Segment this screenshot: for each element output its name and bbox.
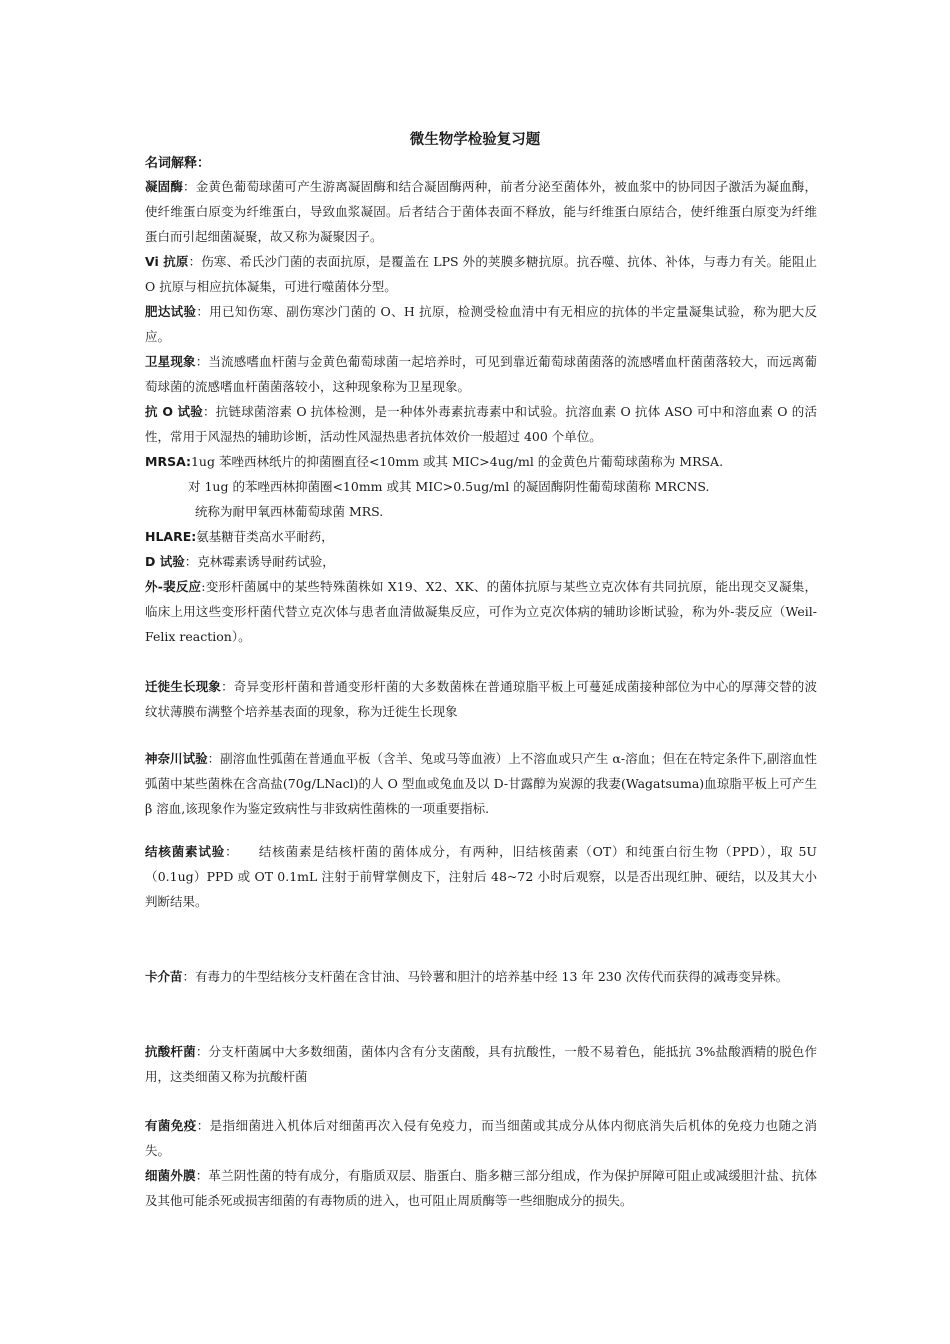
entry-sep: ：	[195, 1168, 209, 1183]
entry-term: 结核菌素试验	[145, 844, 226, 859]
entry-text: 1ug 苯唑西林纸片的抑菌圈直径<10mm 或其 MIC>4ug/ml 的金黄色片葡萄球菌称为 MRSA.	[190, 454, 724, 469]
entry-sep: ：	[196, 304, 210, 319]
entry-aso-test	[145, 399, 817, 449]
entry-term: 抗酸杆菌	[145, 1044, 196, 1059]
entry-swarming	[145, 674, 817, 724]
entry-bcg	[145, 964, 817, 989]
entry-weil-felix	[145, 574, 817, 649]
mrsa-line-mrcns: 对 1ug 的苯唑西林抑菌圈<10mm 或其 MIC>0.5ug/ml 的凝固酶阴性葡萄球菌称 MRCNS.	[188, 479, 710, 494]
entry-sep: ：	[203, 404, 216, 419]
entry-text: 副溶血性弧菌在普通血平板（含羊、兔或马等血液）上不溶血或只产生 α-溶血；但在在特定条件下,副溶血性弧菌中某些菌株在含高盐(70g/LNacl)的人 O 型血或兔血及以 D-甘露醇为炭源的我妻(Wagatsuma)血琼脂平板上可产生 β 溶血,该现象作为鉴定致病性与非致病性菌株的一项重要指标.	[145, 751, 817, 816]
entry-term: 抗 O 试验	[145, 404, 203, 419]
mrsa-line-mrs: 统称为耐甲氧西林葡萄球菌 MRS.	[195, 504, 384, 519]
entry-term: MRSA:	[145, 454, 191, 469]
entry-text: 革兰阴性菌的特有成分，有脂质双层、脂蛋白、脂多糖三部分组成，作为保护屏障可阻止或减缓胆汁盐、抗体及其他可能杀死或损害细菌的有毒物质的进入，也可阻止周质酶等一些细胞成分的损失。	[145, 1168, 817, 1208]
entry-text: 用已知伤寒、副伤寒沙门菌的 O、H 抗原，检测受检血清中有无相应的抗体的半定量凝集试验，称为肥大反应。	[145, 304, 817, 344]
entry-widal-test	[145, 299, 817, 349]
entry-term: Vi 抗原	[145, 254, 189, 269]
entry-sep: ：	[184, 554, 198, 569]
entry-kanagawa-test	[145, 746, 817, 821]
entry-term: 肥达试验	[145, 304, 197, 319]
entry-text: 是指细菌进入机体后对细菌再次入侵有免疫力，而当细菌或其成分从体内彻底消失后机体的免疫力也随之消失。	[145, 1118, 817, 1158]
entry-infection-immunity	[145, 1113, 817, 1163]
entry-sep: :	[201, 579, 206, 594]
entry-term: HLARE:	[145, 529, 197, 544]
entry-term: 迁徙生长现象	[145, 679, 222, 694]
entry-acid-fast	[145, 1039, 817, 1089]
entry-term: 有菌免疫	[145, 1118, 197, 1133]
entry-sep: ：	[196, 1118, 210, 1133]
entry-sep: ：	[195, 354, 209, 369]
entry-hlare	[145, 524, 817, 549]
entry-tuberculin-test	[145, 839, 817, 914]
entry-sep: ：	[221, 679, 234, 694]
entry-term: 外-裴反应	[145, 579, 202, 594]
entry-term: 神奈川试验	[145, 751, 208, 766]
entry-outer-membrane	[145, 1163, 817, 1213]
entry-vi-antigen	[145, 249, 817, 299]
entry-sep: ：	[183, 179, 196, 194]
entry-sep: ：	[195, 1044, 209, 1059]
entry-sep: ：	[207, 751, 221, 766]
entry-text: 金黄色葡萄球菌可产生游离凝固酶和结合凝固酶两种，前者分泌至菌体外，被血浆中的协同因子激活为凝血酶，使纤维蛋白原变为纤维蛋白，导致血浆凝固。后者结合于菌体表面不释放，能与纤维蛋白原结合，使纤维蛋白原变为纤维蛋白而引起细菌凝聚，故又称为凝聚因子。	[145, 179, 817, 244]
entry-term: 凝固酶	[145, 179, 184, 194]
entry-text: 奇异变形杆菌和普通变形杆菌的大多数菌株在普通琼脂平板上可蔓延成菌接种部位为中心的厚薄交替的波纹状薄膜布满整个培养基表面的现象，称为迁徙生长现象	[145, 679, 817, 719]
entry-d-test	[145, 549, 817, 574]
entry-satellite	[145, 349, 817, 399]
entry-sep: ：	[188, 254, 202, 269]
entry-text: 氨基糖苷类高水平耐药，	[196, 529, 334, 544]
section-heading: 名词解释：	[145, 156, 211, 171]
entry-coagulase	[145, 174, 817, 249]
entry-text: 伤寒、希氏沙门菌的表面抗原，是覆盖在 LPS 外的荚膜多糖抗原。抗吞噬、抗体、补体，与毒力有关。能阻止 O 抗原与相应抗体凝集，可进行噬菌体分型。	[145, 254, 817, 294]
entry-term: 细菌外膜	[145, 1168, 196, 1183]
entry-mrsa	[145, 449, 817, 474]
entry-sep: ：	[225, 844, 233, 859]
entry-text: 克林霉素诱导耐药试验，	[197, 554, 335, 569]
page-title: 微生物学检验复习题	[409, 132, 541, 148]
entry-text: 变形杆菌属中的某些特殊菌株如 X19、X2、XK、的菌体抗原与某些立克次体有共同抗原，能出现交叉凝集，临床上用这些变形杆菌代替立克次体与患者血清做凝集反应，可作为立克次体病的辅助诊断试验，称为外-裴反应（Weil-Felix reaction）。	[145, 579, 817, 644]
entry-sep: ：	[182, 969, 196, 984]
entry-term: 卫星现象	[145, 354, 196, 369]
entry-text: 有毒力的牛型结核分支杆菌在含甘油、马铃薯和胆汁的培养基中经 13 年 230 次传代而获得的减毒变异株。	[195, 969, 789, 984]
entry-term: 卡介苗	[145, 969, 183, 984]
entry-text: 结核菌素是结核杆菌的菌体成分，有两种，旧结核菌素（OT）和纯蛋白衍生物（PPD），取 5U（0.1ug）PPD 或 OT 0.1mL 注射于前臂掌侧皮下，注射后 48~72 小时后观察，以是否出现红肿、硬结，以及其大小判断结果。	[145, 844, 817, 909]
entry-text: 分支杆菌属中大多数细菌，菌体内含有分支菌酸，具有抗酸性，一般不易着色，能抵抗 3%盐酸酒精的脱色作用，这类细菌又称为抗酸杆菌	[145, 1044, 817, 1084]
entry-text: 当流感嗜血杆菌与金黄色葡萄球菌一起培养时，可见到靠近葡萄球菌菌落的流感嗜血杆菌菌落较大，而远离葡萄球菌的流感嗜血杆菌菌落较小，这种现象称为卫星现象。	[145, 354, 817, 394]
entry-term: D 试验	[145, 554, 185, 569]
entry-text: 抗链球菌溶素 O 抗体检测，是一种体外毒素抗毒素中和试验。抗溶血素 O 抗体 ASO 可中和溶血素 O 的活性，常用于风湿热的辅助诊断，活动性风湿热患者抗体效价一般超过 400 个单位。	[145, 404, 817, 444]
